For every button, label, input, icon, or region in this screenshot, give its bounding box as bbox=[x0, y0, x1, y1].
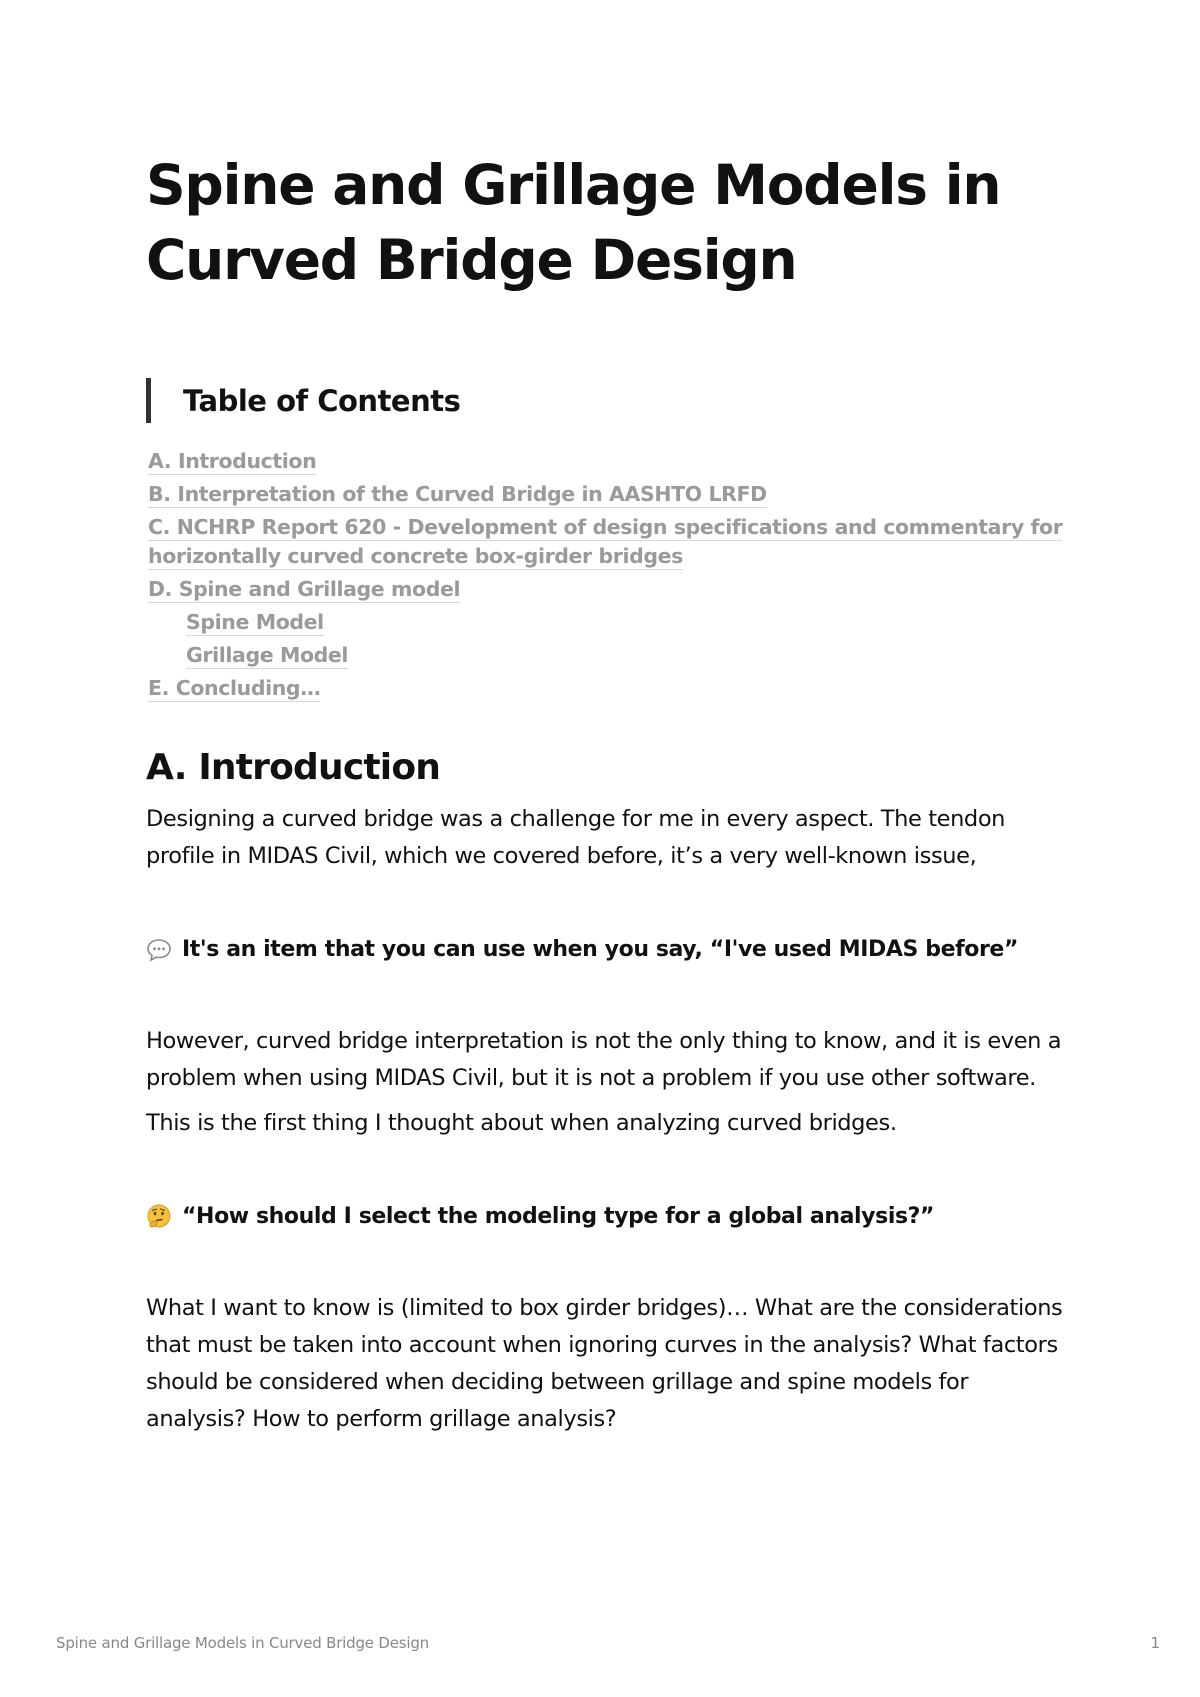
toc-heading: Table of Contents bbox=[146, 378, 1066, 423]
toc-link-concluding[interactable]: E. Concluding… bbox=[148, 676, 321, 700]
toc-link-aashto-lrfd[interactable]: B. Interpretation of the Curved Bridge in AASHTO LRFD bbox=[148, 482, 767, 506]
toc-link-spine-and-grillage[interactable]: D. Spine and Grillage model bbox=[148, 577, 461, 601]
toc-link-spine-model[interactable]: Spine Model bbox=[186, 610, 324, 634]
intro-paragraph-4: What I want to know is (limited to box girder bridges)… What are the considerations that must be taken into account when ignoring curves in the analysis? What factors should be considered when deciding between grillage and spine models for analysis? How to perform grillage analysis? bbox=[146, 1295, 1063, 1432]
callout-midas-text: It's an item that you can use when you say, “I've used MIDAS before” bbox=[182, 937, 1018, 962]
intro-paragraph-2: However, curved bridge interpretation is not the only thing to know, and it is even a problem when using MIDAS Civil, but it is not a problem if you use other software. bbox=[146, 1028, 1062, 1091]
section-heading-introduction: A. Introduction bbox=[146, 747, 441, 788]
page-content bbox=[146, 148, 1066, 1438]
callout-modeling-question bbox=[146, 1202, 1066, 1232]
document-title: Spine and Grillage Models in Curved Bridge Design bbox=[146, 153, 1001, 292]
callout-modeling-question-text: “How should I select the modeling type for a global analysis?” bbox=[182, 1204, 935, 1229]
toc-link-grillage-model[interactable]: Grillage Model bbox=[186, 643, 349, 667]
intro-paragraph-1: Designing a curved bridge was a challenge for me in every aspect. The tendon profile in MIDAS Civil, which we covered before, it’s a very well-known issue, bbox=[146, 806, 1006, 869]
toc-link-nchrp-report-620[interactable]: C. NCHRP Report 620 - Development of design specifications and commentary for horizontally curved concrete box-girder bridges bbox=[148, 515, 1063, 568]
callout-midas bbox=[146, 935, 1066, 965]
toc-link-introduction[interactable]: A. Introduction bbox=[148, 449, 317, 473]
footer-page-number: 1 bbox=[1150, 1634, 1160, 1652]
table-of-contents bbox=[146, 447, 1066, 703]
footer-document-title: Spine and Grillage Models in Curved Bridge Design bbox=[56, 1634, 429, 1652]
thinking-face-icon bbox=[146, 1204, 172, 1230]
speech-bubble-icon bbox=[146, 937, 172, 963]
intro-paragraph-3: This is the first thing I thought about when analyzing curved bridges. bbox=[146, 1110, 897, 1136]
